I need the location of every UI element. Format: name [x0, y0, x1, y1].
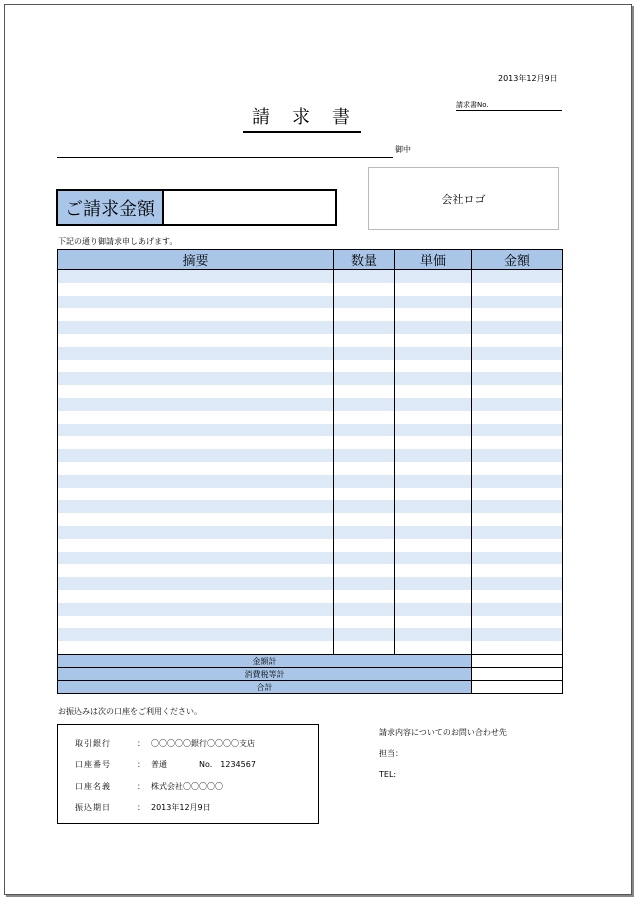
intro-text: 下記の通り御請求申しあげます。 [58, 237, 178, 246]
invoice-number-label: 請求書No. [456, 101, 489, 109]
tax-value[interactable] [472, 668, 563, 681]
table-row [58, 590, 563, 603]
quantity-cell[interactable] [334, 424, 395, 437]
table-row [58, 411, 563, 424]
quantity-cell[interactable] [334, 270, 395, 283]
quantity-cell[interactable] [334, 372, 395, 385]
bank-row-account-holder [75, 781, 223, 792]
bank-row-key: 口座番号 [75, 760, 111, 769]
description-cell[interactable] [58, 398, 334, 411]
description-cell[interactable] [58, 347, 334, 360]
quantity-cell[interactable] [334, 539, 395, 552]
unit-price-cell[interactable] [395, 372, 472, 385]
amount-cell[interactable] [472, 526, 563, 539]
total-label: 合計 [58, 681, 472, 694]
table-row [58, 616, 563, 629]
quantity-cell[interactable] [334, 641, 395, 654]
document-title: 請 求 書 [243, 103, 361, 133]
totals-row-tax [58, 668, 563, 681]
quantity-cell[interactable] [334, 360, 395, 373]
unit-price-cell[interactable] [395, 283, 472, 296]
description-cell[interactable] [58, 641, 334, 654]
quantity-cell[interactable] [334, 577, 395, 590]
table-row [58, 360, 563, 373]
table-row [58, 539, 563, 552]
unit-price-cell[interactable] [395, 462, 472, 475]
quantity-cell[interactable] [334, 552, 395, 565]
totals-row-total [58, 681, 563, 694]
amount-cell[interactable] [472, 564, 563, 577]
description-cell[interactable] [58, 628, 334, 641]
tax-label: 消費税等計 [58, 668, 472, 681]
bank-row-colon: ： [137, 739, 145, 748]
table-row [58, 321, 563, 334]
transfer-note: お振込みは次の口座をご利用ください。 [58, 707, 202, 716]
table-row [58, 398, 563, 411]
amount-cell[interactable] [472, 308, 563, 321]
quantity-cell[interactable] [334, 334, 395, 347]
table-row [58, 526, 563, 539]
totals-table [57, 654, 563, 694]
amount-cell[interactable] [472, 347, 563, 360]
quantity-cell[interactable] [334, 296, 395, 309]
table-row [58, 270, 563, 283]
description-cell[interactable] [58, 552, 334, 565]
column-header-amount: 金額 [472, 250, 563, 270]
description-cell[interactable] [58, 360, 334, 373]
description-cell[interactable] [58, 603, 334, 616]
unit-price-cell[interactable] [395, 436, 472, 449]
honorific-label: 御中 [395, 145, 411, 154]
quantity-cell[interactable] [334, 385, 395, 398]
amount-cell[interactable] [472, 360, 563, 373]
table-row [58, 283, 563, 296]
unit-price-cell[interactable] [395, 424, 472, 437]
quantity-cell[interactable] [334, 564, 395, 577]
description-cell[interactable] [58, 462, 334, 475]
items-header-row [58, 250, 563, 270]
contact-person-label: 担当： [379, 749, 403, 758]
description-cell[interactable] [58, 475, 334, 488]
logo-text: 会社ロゴ [441, 192, 486, 206]
description-cell[interactable] [58, 539, 334, 552]
description-cell[interactable] [58, 500, 334, 513]
unit-price-cell[interactable] [395, 488, 472, 501]
description-cell[interactable] [58, 424, 334, 437]
bank-row-due-date [75, 802, 211, 813]
description-cell[interactable] [58, 296, 334, 309]
table-row [58, 449, 563, 462]
unit-price-cell[interactable] [395, 539, 472, 552]
quantity-cell[interactable] [334, 526, 395, 539]
amount-cell[interactable] [472, 577, 563, 590]
subtotal-label: 金額計 [58, 655, 472, 668]
unit-price-cell[interactable] [395, 628, 472, 641]
amount-cell[interactable] [472, 398, 563, 411]
table-row [58, 488, 563, 501]
table-row [58, 296, 563, 309]
amount-cell[interactable] [472, 449, 563, 462]
totals-row-subtotal [58, 655, 563, 668]
quantity-cell[interactable] [334, 308, 395, 321]
amount-cell[interactable] [472, 641, 563, 654]
bank-row-value: 2013年12月9日 [151, 803, 211, 812]
quantity-cell[interactable] [334, 449, 395, 462]
quantity-cell[interactable] [334, 616, 395, 629]
subtotal-value[interactable] [472, 655, 563, 668]
table-row [58, 372, 563, 385]
description-cell[interactable] [58, 513, 334, 526]
table-row [58, 308, 563, 321]
description-cell[interactable] [58, 270, 334, 283]
unit-price-cell[interactable] [395, 526, 472, 539]
amount-cell[interactable] [472, 590, 563, 603]
description-cell[interactable] [58, 526, 334, 539]
contact-heading: 請求内容についてのお問い合わせ先 [379, 728, 507, 737]
quantity-cell[interactable] [334, 462, 395, 475]
bank-row-value: 〇〇〇〇〇銀行〇〇〇〇支店 [151, 739, 255, 748]
quantity-cell[interactable] [334, 398, 395, 411]
quantity-cell[interactable] [334, 411, 395, 424]
table-row [58, 334, 563, 347]
description-cell[interactable] [58, 616, 334, 629]
table-row [58, 513, 563, 526]
description-cell[interactable] [58, 577, 334, 590]
table-row [58, 475, 563, 488]
amount-cell[interactable] [472, 552, 563, 565]
unit-price-cell[interactable] [395, 334, 472, 347]
quantity-cell[interactable] [334, 500, 395, 513]
column-header-description: 摘要 [58, 250, 334, 270]
quantity-cell[interactable] [334, 283, 395, 296]
unit-price-cell[interactable] [395, 385, 472, 398]
quantity-cell[interactable] [334, 321, 395, 334]
description-cell[interactable] [58, 372, 334, 385]
quantity-cell[interactable] [334, 436, 395, 449]
amount-cell[interactable] [472, 270, 563, 283]
table-row [58, 564, 563, 577]
unit-price-cell[interactable] [395, 500, 472, 513]
amount-cell[interactable] [472, 513, 563, 526]
bank-row-key: 口座名義 [75, 782, 111, 791]
amount-cell[interactable] [472, 628, 563, 641]
bank-row-bank [75, 738, 255, 749]
amount-cell[interactable] [472, 424, 563, 437]
amount-cell[interactable] [472, 296, 563, 309]
description-cell[interactable] [58, 488, 334, 501]
description-cell[interactable] [58, 590, 334, 603]
bank-row-value: 株式会社〇〇〇〇〇 [151, 782, 223, 791]
unit-price-cell[interactable] [395, 360, 472, 373]
table-row [58, 385, 563, 398]
invoice-number-field[interactable] [456, 110, 562, 111]
description-cell[interactable] [58, 449, 334, 462]
bank-row-key: 取引銀行 [75, 739, 111, 748]
quantity-cell[interactable] [334, 513, 395, 526]
description-cell[interactable] [58, 283, 334, 296]
amount-cell[interactable] [472, 462, 563, 475]
issue-date: 2013年12月9日 [498, 74, 558, 83]
amount-cell[interactable] [472, 603, 563, 616]
quantity-cell[interactable] [334, 475, 395, 488]
amount-cell[interactable] [472, 334, 563, 347]
amount-cell[interactable] [472, 488, 563, 501]
unit-price-cell[interactable] [395, 296, 472, 309]
table-row [58, 641, 563, 654]
table-row [58, 577, 563, 590]
description-cell[interactable] [58, 321, 334, 334]
description-cell[interactable] [58, 436, 334, 449]
description-cell[interactable] [58, 334, 334, 347]
unit-price-cell[interactable] [395, 308, 472, 321]
unit-price-cell[interactable] [395, 449, 472, 462]
items-table [57, 249, 563, 655]
unit-price-cell[interactable] [395, 577, 472, 590]
quantity-cell[interactable] [334, 590, 395, 603]
billing-amount-label: ご請求金額 [58, 191, 164, 224]
unit-price-cell[interactable] [395, 347, 472, 360]
unit-price-cell[interactable] [395, 321, 472, 334]
billing-amount-value[interactable] [164, 191, 335, 224]
quantity-cell[interactable] [334, 488, 395, 501]
amount-cell[interactable] [472, 475, 563, 488]
bank-row-key: 振込期日 [75, 803, 111, 812]
unit-price-cell[interactable] [395, 641, 472, 654]
unit-price-cell[interactable] [395, 398, 472, 411]
bank-row-account-number [75, 759, 256, 770]
billing-amount-box [56, 189, 337, 226]
bank-row-colon: ： [137, 803, 145, 812]
table-row [58, 424, 563, 437]
table-row [58, 436, 563, 449]
column-header-quantity: 数量 [334, 250, 395, 270]
bank-row-value: 普通 No. 1234567 [151, 760, 256, 769]
company-logo-placeholder [368, 167, 559, 230]
quantity-cell[interactable] [334, 347, 395, 360]
description-cell[interactable] [58, 411, 334, 424]
quantity-cell[interactable] [334, 628, 395, 641]
amount-cell[interactable] [472, 372, 563, 385]
total-value[interactable] [472, 681, 563, 694]
bank-info-box [57, 724, 319, 824]
amount-cell[interactable] [472, 385, 563, 398]
unit-price-cell[interactable] [395, 513, 472, 526]
unit-price-cell[interactable] [395, 475, 472, 488]
table-row [58, 347, 563, 360]
bank-row-colon: ： [137, 782, 145, 791]
amount-cell[interactable] [472, 500, 563, 513]
column-header-unit-price: 単価 [395, 250, 472, 270]
table-row [58, 603, 563, 616]
table-row [58, 552, 563, 565]
unit-price-cell[interactable] [395, 411, 472, 424]
amount-cell[interactable] [472, 283, 563, 296]
unit-price-cell[interactable] [395, 616, 472, 629]
amount-cell[interactable] [472, 539, 563, 552]
bank-row-colon: ： [137, 760, 145, 769]
description-cell[interactable] [58, 385, 334, 398]
client-name-field[interactable] [57, 157, 393, 158]
unit-price-cell[interactable] [395, 270, 472, 283]
description-cell[interactable] [58, 308, 334, 321]
amount-cell[interactable] [472, 411, 563, 424]
amount-cell[interactable] [472, 436, 563, 449]
unit-price-cell[interactable] [395, 564, 472, 577]
unit-price-cell[interactable] [395, 590, 472, 603]
amount-cell[interactable] [472, 616, 563, 629]
contact-tel-label: TEL: [379, 770, 397, 779]
table-row [58, 500, 563, 513]
quantity-cell[interactable] [334, 603, 395, 616]
table-row [58, 628, 563, 641]
table-row [58, 462, 563, 475]
unit-price-cell[interactable] [395, 552, 472, 565]
items-body [58, 270, 563, 655]
description-cell[interactable] [58, 564, 334, 577]
unit-price-cell[interactable] [395, 603, 472, 616]
amount-cell[interactable] [472, 321, 563, 334]
